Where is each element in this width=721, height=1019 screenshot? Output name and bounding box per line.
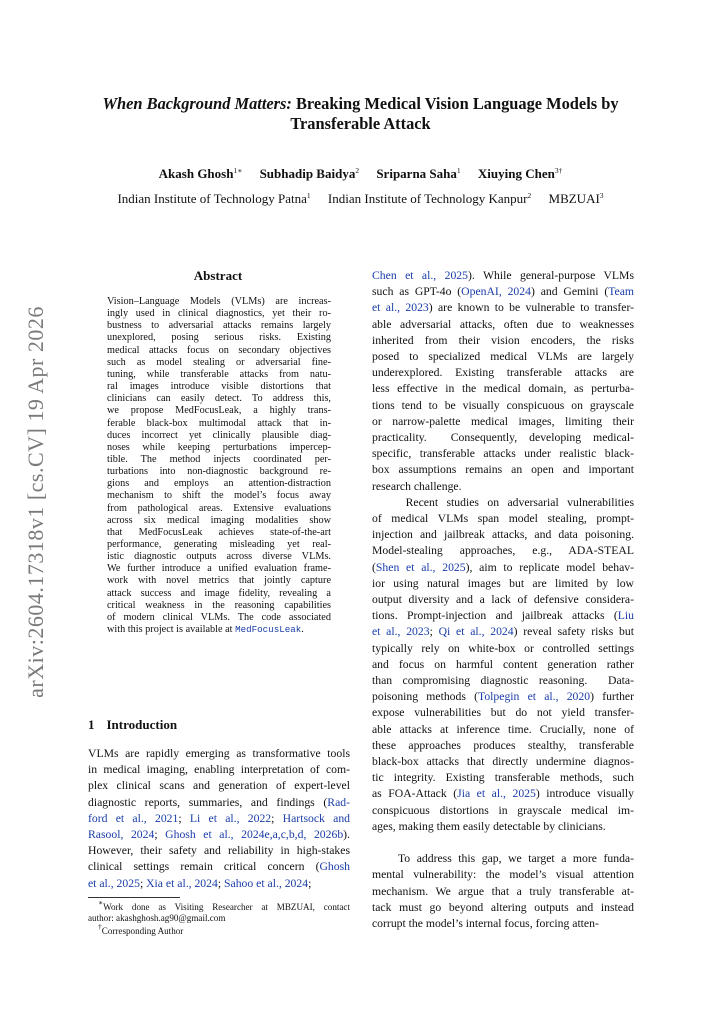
text-line (372, 803, 634, 819)
footnote-text: Work done as Visiting Researcher at MBZUAI, contact (103, 902, 350, 912)
text-run: ( (372, 560, 376, 574)
text-run: mental vulnerability: the model’s visual attention (372, 868, 634, 882)
text-run: ; (139, 876, 147, 890)
text-run: ). (343, 828, 350, 841)
footnote-1-line1 (88, 898, 350, 913)
text-run: tack must go beyond altering outputs and instead (372, 900, 634, 914)
text-run: ), aim to replicate model behav- (465, 560, 634, 574)
footnote-1-line2: author: akashghosh.ag90@gmail.com (88, 913, 226, 923)
text-line (372, 333, 634, 349)
citation-link[interactable]: Ghosh (319, 860, 350, 874)
text-run: output diversity and a lack of defensive considera- (372, 593, 634, 606)
footnote-2 (88, 922, 350, 937)
text-line (372, 705, 634, 721)
text-run: as FOA-Attack ( (372, 787, 458, 801)
abstract-line: duces incorrect yet clinically plausible diag- (107, 429, 331, 441)
abstract-line (107, 624, 331, 636)
author (376, 166, 460, 181)
text-line (372, 673, 634, 689)
text-run: inherited from their vision encoders, the risks (372, 333, 634, 347)
text-run: black-box attacks that directly undermine diagnos- (372, 755, 634, 768)
citation-link[interactable]: Chen et al., 2025 (372, 269, 468, 282)
text-run: than compromising diagnostic reasoning. Data- (372, 674, 634, 687)
text-line (372, 365, 634, 381)
citation-link[interactable]: et al., 2023 (372, 301, 429, 315)
text-run: specific, transferable attacks under realistic black- (372, 447, 634, 461)
footnote-mark: † (98, 922, 102, 931)
text-line (372, 446, 634, 462)
citation-link[interactable]: Team (608, 285, 635, 299)
text-run: poisoning methods ( (372, 690, 479, 704)
abstract-line: from pathological areas. Extensive evaluations (107, 502, 331, 514)
text-run: ) are known to be vulnerable to transfer- (428, 301, 634, 315)
text-line (372, 835, 634, 851)
citation-link[interactable]: Xia et al., 2024 (146, 876, 218, 890)
text-line (88, 843, 350, 859)
text-line (372, 576, 634, 592)
section-heading-introduction (88, 717, 177, 733)
text-line (372, 430, 634, 446)
text-run: VLMs are rapidly emerging as transformative tools (88, 747, 350, 760)
abstract-line: performance, generating misleading yet real- (107, 539, 331, 550)
text-run: conspicuous distortions in grayscale medical im- (372, 803, 634, 817)
abstract-line: across six medical imaging modalities show (107, 514, 331, 526)
text-line (372, 786, 634, 802)
text-line (372, 608, 634, 624)
text-line (372, 592, 634, 608)
text-line (372, 641, 634, 657)
text-line (88, 827, 350, 843)
text-line (88, 795, 350, 811)
text-run: tions tend to be visually conspicuous on grayscale (372, 398, 634, 412)
text-run: such as GPT-4o ( (372, 285, 462, 299)
citation-link[interactable]: et al., 2023 (372, 625, 430, 639)
affiliation (549, 191, 604, 206)
title-line1-rest: Breaking Medical Vision Language Models by (296, 94, 619, 113)
text-line (88, 746, 350, 762)
arxiv-identifier (16, 292, 56, 712)
text-run: posed to specialized medical VLMs are largely (372, 350, 634, 363)
text-line (372, 867, 634, 883)
abstract-line: critical weakness in the reasoning capabilities (107, 599, 331, 611)
title-italic-part: When Background Matters: (102, 94, 292, 113)
text-run: Model-stealing approaches, e.g., ADA-STEAL (372, 544, 634, 558)
text-line (372, 381, 634, 397)
abstract-line: istic diagnostic outputs across diverse VLMs. (107, 551, 331, 563)
text-line (372, 398, 634, 414)
text-run: ages, making them easily detectable by clinicians. (372, 819, 606, 833)
abstract-line: medical attacks focus on secondary objectives (107, 344, 331, 356)
author (478, 166, 562, 181)
text-line (372, 349, 634, 365)
abstract-line-text: with this project is available at (107, 624, 236, 636)
citation-link[interactable]: Sahoo et al., 2024 (224, 876, 309, 890)
abstract-line: ferable black-box multimodal attack that in- (107, 417, 331, 429)
text-line (372, 851, 634, 867)
text-run: or narrow-palette medical images, limiting their (372, 414, 634, 428)
text-run: ; (154, 828, 166, 841)
arxiv-identifier-text: arXiv:2604.17318v1 [cs.CV] 19 Apr 2026 (23, 306, 48, 698)
author-name: Xiuying Chen (477, 166, 555, 181)
abstract-line: bustness to adversarial attacks remains largely (107, 320, 331, 332)
text-run: ) further (590, 690, 634, 704)
text-line (372, 268, 634, 284)
text-run: these approaches produces stealthy, transferable (372, 738, 634, 752)
affiliation (117, 191, 310, 206)
text-line (372, 527, 634, 543)
section-title: Introduction (106, 717, 178, 732)
affiliation-sup: 3 (599, 191, 604, 200)
section-number: 1 (88, 717, 95, 732)
abstract-line: noses while keeping perturbations impercep- (107, 441, 331, 453)
affiliation-list (60, 190, 661, 208)
text-run: injection and jailbreak attacks, and data poisoning. (372, 528, 634, 542)
abstract-line-text: . (301, 624, 304, 636)
abstract-line: turbations into non-diagnostic background re- (107, 466, 331, 478)
affiliation-name: Indian Institute of Technology Kanpur (327, 191, 528, 206)
code-link[interactable]: MedFocusLeak (235, 624, 302, 636)
text-run: ) reveal safety risks but (513, 625, 634, 639)
citation-link[interactable]: Rad- (327, 795, 350, 809)
author-name: Akash Ghosh (158, 166, 234, 181)
text-run: ) introduce visually (535, 787, 635, 801)
author-sup: 1∗ (233, 166, 243, 175)
abstract-line: tuning, while transferable attacks from natu- (107, 368, 331, 380)
text-line (372, 462, 634, 478)
abstract-line: unexplored, posing serious risks. Existing (107, 332, 331, 344)
citation-link[interactable]: ford et al., 2021 (88, 811, 179, 825)
text-run: research challenge. (372, 479, 462, 493)
text-run: less effective in the medical domain, as perturba- (372, 382, 634, 396)
text-run: plex clinical scans and generation of expert-level (88, 779, 350, 793)
footnote-mark: ∗ (98, 898, 104, 907)
abstract-line: we propose MedFocusLeak, a highly trans- (107, 405, 331, 417)
text-run: corrupt the model’s internal focus, forcing atten- (372, 917, 599, 930)
text-run: ; (308, 876, 312, 890)
text-line (88, 811, 350, 827)
text-line (372, 414, 634, 430)
text-line (372, 738, 634, 754)
citation-link[interactable]: OpenAI, 2024 (461, 285, 531, 299)
text-run: underexplored. Existing transferable attacks are (372, 366, 634, 380)
citation-link[interactable]: et al., 2025 (88, 876, 140, 890)
text-run: typically rely on white-box or controlled settings (372, 641, 634, 655)
affiliation (328, 191, 531, 206)
text-run: ior using natural images but are limited by low (372, 576, 634, 590)
text-run: box assumptions remains an open and important (372, 463, 634, 477)
text-run: diagnostic reports, summaries, and findings ( (88, 795, 328, 809)
affiliation-name: MBZUAI (548, 191, 600, 206)
text-line (372, 495, 634, 511)
text-run: tic integrity. Existing transferable methods, such (372, 771, 634, 785)
citation-link[interactable]: Li et al., 2022 (189, 811, 272, 825)
text-line (372, 543, 634, 559)
author-name: Sriparna Saha (376, 166, 457, 181)
text-line (88, 859, 350, 875)
citation-link[interactable]: Jia et al., 2025 (457, 787, 536, 801)
abstract-line: of modern clinical VLMs. The code associated (107, 611, 331, 623)
author-list (60, 165, 661, 183)
citation-link[interactable]: Liu (617, 609, 634, 623)
text-run: ; (429, 625, 439, 639)
text-line (372, 754, 634, 770)
text-line (372, 916, 634, 932)
text-line (372, 317, 634, 333)
text-run: of medical VLMs span model stealing, prompt- (372, 512, 634, 525)
citation-link[interactable]: Tolpegin et al., 2020 (478, 690, 591, 704)
text-line (372, 624, 634, 640)
text-run: clinical settings remain critical concern ( (88, 860, 320, 874)
text-run: However, their safety and reliability in high-stakes (88, 844, 350, 858)
citation-link[interactable]: Qi et al., 2024 (438, 625, 514, 639)
text-line (88, 778, 350, 794)
abstract-line: that MedFocusLeak achieves state-of-the-art (107, 526, 331, 538)
abstract-line: Vision–Language Models (VLMs) are increas- (107, 296, 331, 307)
author-sup: 3† (554, 166, 563, 175)
paper-title (60, 94, 661, 134)
text-line (372, 722, 634, 738)
affiliation-sup: 1 (306, 191, 311, 200)
text-line (372, 560, 634, 576)
text-run: ; (271, 811, 283, 825)
abstract-heading: Abstract (193, 268, 243, 283)
footnote-text: Corresponding Author (101, 926, 184, 936)
text-run: ) and Gemini ( (530, 285, 609, 299)
abstract-line: attack success and image fidelity, revealing a (107, 587, 331, 599)
citation-link[interactable]: Rasool, 2024 (88, 828, 155, 841)
author-sup: 2 (355, 166, 360, 175)
author (260, 166, 360, 181)
text-run: able adversarial attacks, often due to weaknesses (372, 317, 634, 331)
abstract-line: ral images introduce visible distortions that (107, 381, 331, 393)
abstract-line: mechanism to shift the model’s focus away (107, 490, 331, 502)
text-run: tions. Prompt-injection and jailbreak attacks ( (372, 609, 618, 623)
text-run: Recent studies on adversarial vulnerabilities (372, 495, 634, 509)
text-line (372, 511, 634, 527)
text-line (372, 689, 634, 705)
abstract-line: clinicians can easily detect. To address this, (107, 393, 331, 405)
text-line (372, 284, 634, 300)
affiliation-sup: 2 (527, 191, 532, 200)
title-line2: Transferable Attack (290, 114, 431, 133)
text-line (88, 762, 350, 778)
text-run: ; (217, 876, 225, 890)
citation-link[interactable]: Shen et al., 2025 (375, 560, 466, 574)
author-name: Subhadip Baidya (259, 166, 356, 181)
text-line (372, 900, 634, 916)
text-run: and focus on harmful content generation rather (372, 657, 634, 671)
text-run: ; (178, 811, 190, 825)
text-run: mechanism. We argue that a truly transferable at- (372, 884, 634, 898)
text-run: able attacks at inference time. Crucially, none of (372, 722, 634, 736)
text-line (88, 876, 350, 892)
text-run: practicality. Consequently, developing medical- (372, 431, 634, 444)
text-line (372, 300, 634, 316)
text-line (372, 770, 634, 786)
citation-link[interactable]: Hartsock and (282, 811, 351, 825)
abstract-line: We further introduce a unified evaluation frame- (107, 563, 331, 575)
author (159, 166, 243, 181)
text-run: ). While general-purpose VLMs (468, 269, 634, 282)
abstract-line: such as model stealing or adversarial fine- (107, 356, 331, 368)
abstract-line: tible. The method injects coordinated per- (107, 453, 331, 465)
text-run: To address this gap, we target a more funda- (372, 852, 634, 866)
affiliation-name: Indian Institute of Technology Patna (117, 191, 307, 206)
abstract-line: ingly used in clinical diagnostics, yet their ro- (107, 308, 331, 320)
abstract-line: gions and employs an attention-distraction (107, 478, 331, 490)
text-line (372, 819, 634, 835)
abstract-line: work with novel metrics that jointly capture (107, 575, 331, 587)
author-sup: 1 (456, 166, 461, 175)
citation-link[interactable]: Ghosh et al., 2024e,a,c,b,d, 2026b (165, 828, 344, 841)
text-line (372, 479, 634, 495)
text-run: in medical imaging, enabling interpretation of com- (88, 763, 350, 777)
text-line (372, 657, 634, 673)
text-line (372, 884, 634, 900)
text-run: expose vulnerabilities but do not yield transfer- (372, 706, 634, 720)
